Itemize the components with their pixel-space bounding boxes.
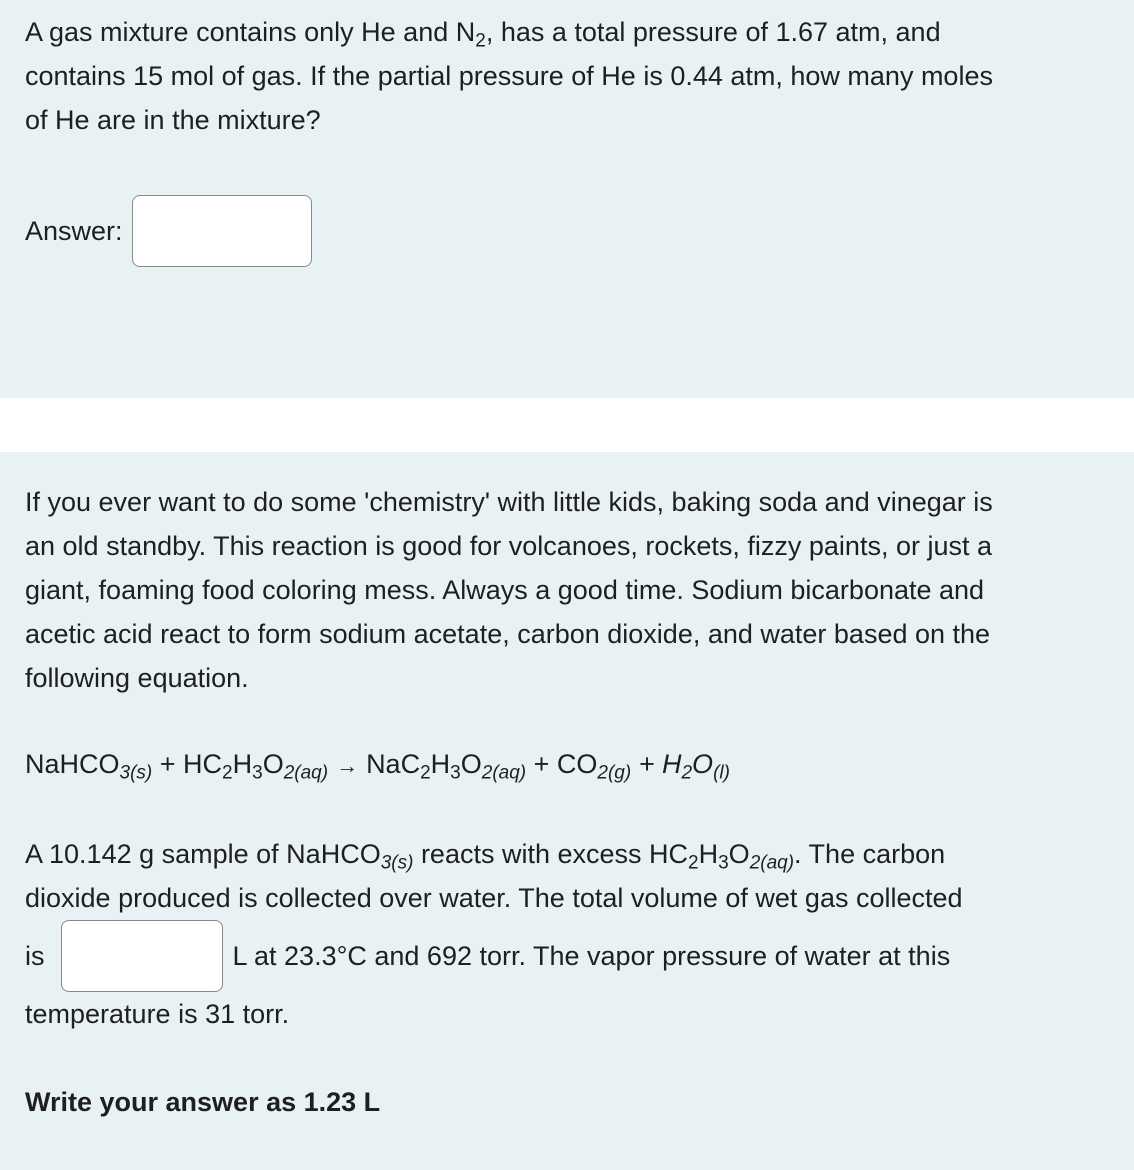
question-1-line-2: contains 15 mol of gas. If the partial pressure of He is 0.44 atm, how many moles <box>25 61 993 91</box>
question-1-panel <box>0 0 1134 398</box>
inline-suffix: L at 23.3°C and 692 torr. The vapor pressure of water at this <box>232 940 951 971</box>
question-2-intro <box>25 480 993 700</box>
answer-format-instruction: Write your answer as 1.23 L <box>25 1087 381 1117</box>
answer-input[interactable] <box>132 195 312 267</box>
question-1-line-1: A gas mixture contains only He and $N_2$, has a total pressure of 1.67 atm, and <box>25 17 941 52</box>
intro-line: giant, foaming food coloring mess. Always a good time. Sodium bicarbonate and <box>25 575 985 605</box>
question-2-line-1: A 10.142 g sample of NaHCO$_{3(s)}$ reacts with excess $HC_2H_3O_{2(aq)}$. The carbon <box>25 839 946 874</box>
chemical-equation: NaHCO$_{3(s)}$ + $HC_2H_3O_{2(aq)} \to NaC_2H_3O_{2(aq)} + CO_{2(g)} + H_2O_{(l)}$ <box>25 749 730 784</box>
question-2-panel <box>0 452 1134 1170</box>
question-1-text <box>25 10 993 142</box>
question-2-text <box>25 832 963 920</box>
answer-row <box>25 195 312 267</box>
question-2-line-2: dioxide produced is collected over water. The total volume of wet gas collected <box>25 883 963 913</box>
intro-line: If you ever want to do some 'chemistry' with little kids, baking soda and vinegar is <box>25 487 993 517</box>
intro-line: following equation. <box>25 663 249 693</box>
inline-prefix: is <box>25 940 45 971</box>
answer-label: Answer: <box>25 215 123 246</box>
question-2-line-3: temperature is 31 torr. <box>25 999 290 1029</box>
reaction-arrow: → <box>336 753 359 778</box>
volume-answer-input[interactable] <box>61 920 223 992</box>
question-1-line-3: of He are in the mixture? <box>25 105 321 135</box>
volume-answer-row <box>25 920 950 992</box>
intro-line: acetic acid react to form sodium acetate, carbon dioxide, and water based on the <box>25 619 991 649</box>
intro-line: an old standby. This reaction is good for volcanoes, rockets, fizzy paints, or just a <box>25 531 992 561</box>
